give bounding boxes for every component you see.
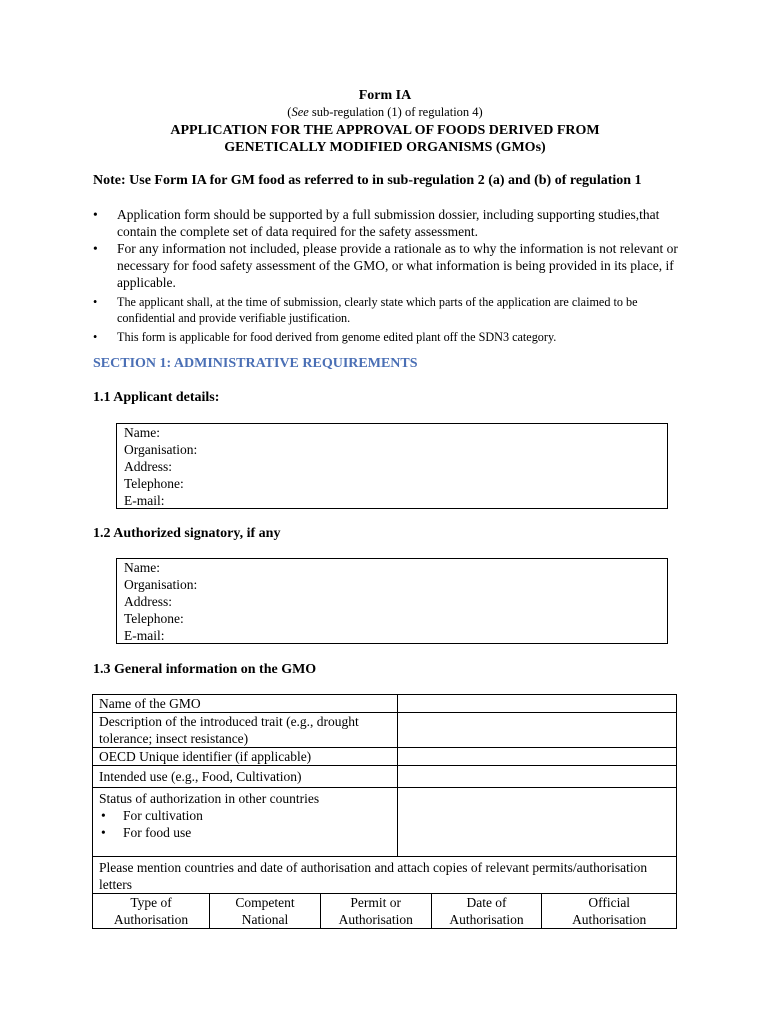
table-row [93,748,677,766]
gmo-value-cell[interactable] [398,748,677,766]
gmo-value-cell[interactable] [398,766,677,788]
column-header-competent: Competent National [210,894,321,928]
gmo-label: OECD Unique identifier (if applicable) [93,748,398,766]
gmo-value-cell[interactable] [398,713,677,748]
note-bullet: • The applicant shall, at the time of submission, clearly state which parts of the application are claimed to be confidential and provide verifiable justification. [93,294,683,326]
status-bullets [99,807,391,841]
table-row [93,857,677,894]
form-heading-line2: GENETICALLY MODIFIED ORGANISMS (GMOs) [224,140,546,155]
table-row [93,894,677,929]
form-subtitle: (See sub-regulation (1) of regulation 4) [287,105,483,119]
status-bullet-food-use: • For food use [99,824,391,841]
signatory-field-name: Name: [124,560,160,575]
countries-instruction: Please mention countries and date of authorisation and attach copies of relevant permits/authorisation letters [93,857,677,894]
table-row [93,713,677,748]
section-title: SECTION 1: ADMINISTRATIVE REQUIREMENTS [93,356,418,371]
subtitle-see: See [291,105,309,119]
applicant-details-box[interactable] [116,423,668,509]
authorisation-columns [93,894,677,929]
signatory-heading: 1.2 Authorized signatory, if any [93,526,281,541]
applicant-field-name: Name: [124,425,160,440]
note-bullet: • Application form should be supported by a full submission dossier, including supporting studies,that contain the complete set of data required for the safety assessment. [93,206,683,240]
gmo-heading: 1.3 General information on the GMO [93,662,317,677]
gmo-value-cell[interactable] [398,695,677,713]
subtitle-rest: sub-regulation (1) of regulation 4) [308,105,483,119]
table-row [93,766,677,788]
note-bullets [93,206,683,345]
note-text: Note: Use Form IA for GM food as referred to in sub-regulation 2 (a) and (b) of regulation 1 [93,173,642,188]
signatory-field-email: E-mail: [124,628,165,643]
column-header-date: Date of Authorisation [431,894,542,928]
table-row [93,695,677,713]
column-header-official: Official Authorisation [572,895,647,927]
column-header-permit: Permit or Authorisation [320,894,431,928]
applicant-field-email: E-mail: [124,493,165,508]
signatory-field-telephone: Telephone: [124,611,184,626]
applicant-heading: 1.1 Applicant details: [93,390,220,405]
form-heading [0,122,770,156]
signatory-field-organisation: Organisation: [124,577,198,592]
gmo-label: Description of the introduced trait (e.g., drought tolerance; insect resistance) [93,713,398,748]
note-bullet: • For any information not included, please provide a rationale as to why the information is not relevant or necessary for food safety assessment of the GMO, or what information is being provided in its place, if applicable. [93,240,683,291]
gmo-value-cell[interactable] [398,788,677,857]
authorisation-columns-table [93,894,676,928]
status-bullet-cultivation: • For cultivation [99,807,391,824]
table-row [93,894,676,928]
form-heading-line1: APPLICATION FOR THE APPROVAL OF FOODS DERIVED FROM [170,123,600,138]
signatory-field-address: Address: [124,594,172,609]
form-title: Form IA [358,88,412,103]
note-bullet: • This form is applicable for food derived from genome edited plant off the SDN3 category. [93,329,683,345]
gmo-info-table [92,694,677,929]
applicant-field-organisation: Organisation: [124,442,198,457]
applicant-field-address: Address: [124,459,172,474]
table-row [93,788,677,857]
applicant-field-telephone: Telephone: [124,476,184,491]
column-header-type: Type of Authorisation [93,894,210,928]
gmo-label: Name of the GMO [93,695,398,713]
signatory-details-box[interactable] [116,558,668,644]
gmo-label-status [93,788,398,857]
gmo-label: Status of authorization in other countries [99,791,320,806]
gmo-label: Intended use (e.g., Food, Cultivation) [93,766,398,788]
